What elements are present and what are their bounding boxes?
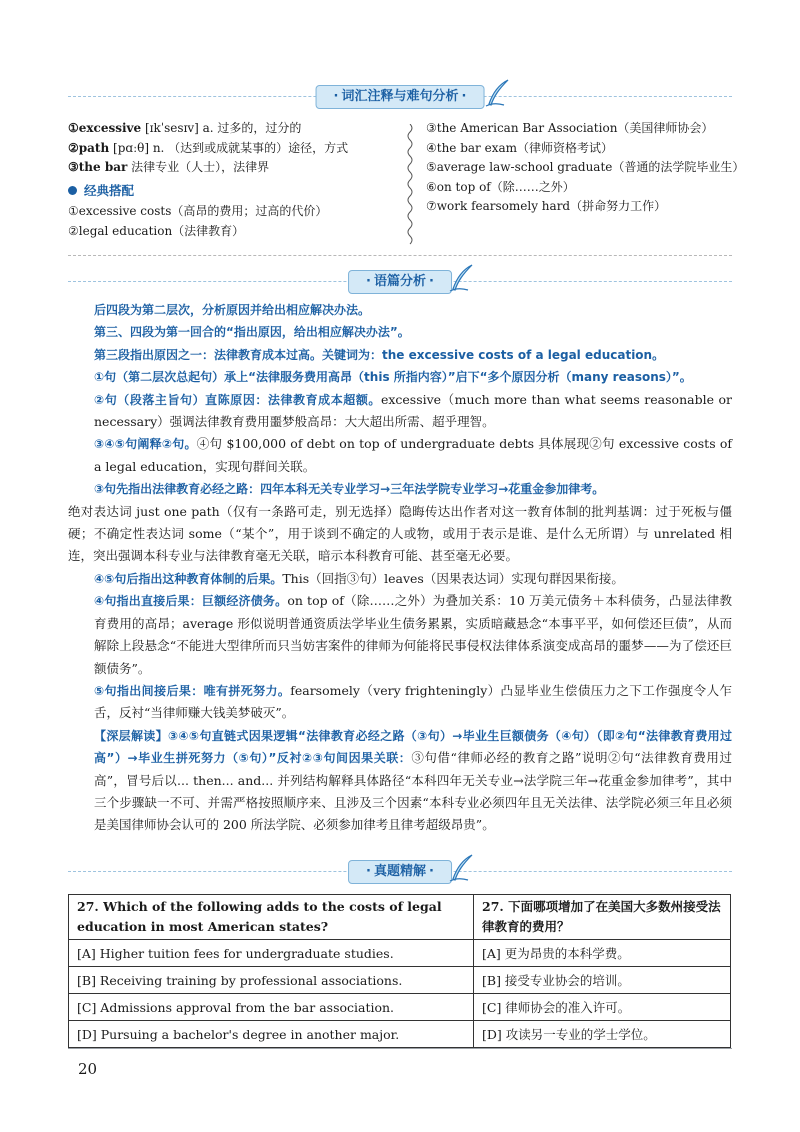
analysis-line: ③句先指出法律教育必经之路：四年本科无关专业学习→三年法学院专业学习→花重金参加律考。 — [94, 482, 605, 497]
analysis-text: on top of（除……之外）为叠加关系：10 万美元债务＋本科债务，凸显法律教育费用的高昂；average 形似说明普通资质法学毕业生债务累累，实质暗藏悬念“本事平平，如何偿还巨债”，从而解除上段悬念“不能进大型律所而只当妨害案件的律师为何能将民事侵权法律体系演变成高昂的噩梦——为了偿还巨额债务”。 — [94, 593, 732, 676]
quill-icon — [484, 78, 510, 108]
option-zh: [C] 律师协会的准入许可。 — [474, 994, 731, 1021]
analysis-line: ①句（第二层次总起句）承上“法律服务费用高昂（this 所指内容）”启下“多个原因分析（many reasons）”。 — [94, 370, 692, 385]
analysis-line: 第三段指出原因之一：法律教育成本过高。关键词为：the excessive costs of a legal education。 — [94, 347, 665, 362]
exam-banner — [0, 859, 800, 885]
discourse-banner — [0, 269, 800, 295]
quill-icon — [448, 263, 474, 293]
analysis-text: excessive（much more than what seems reasonable or necessary）强调法律教育费用噩梦般高昂：大大超出所需、超乎理智。 — [94, 391, 733, 430]
vocab-item: ①excessive [ɪkˈsesɪv] a. 过多的，过分的 — [68, 121, 302, 135]
question-table — [68, 894, 731, 1048]
discourse-banner-label: · 语篇分析 · — [348, 270, 452, 294]
analysis-heading: ④⑤句后指出这种教育体制的后果。 — [94, 571, 283, 586]
vocab-banner — [0, 84, 800, 110]
collocation-heading: 经典搭配 — [68, 181, 348, 201]
page-number: 20 — [78, 1060, 98, 1078]
quill-icon — [448, 853, 474, 883]
vocab-item: ④the bar exam（律师资格考试） — [426, 140, 614, 155]
analysis-text: ④句 $100,000 of debt on top of undergraduate debts 具体展现②句 excessive costs of a legal education，实现句群间关联。 — [94, 436, 732, 474]
vocab-item: ②path [pɑːθ] n. （达到或成就某事的）途径，方式 — [68, 140, 349, 155]
vocab-left-column — [68, 119, 348, 241]
vocab-banner-label: · 词汇注释与难句分析 · — [316, 85, 485, 109]
option-row — [69, 967, 731, 994]
question-zh: 27. 下面哪项增加了在美国大多数州接受法律教育的费用？ — [474, 895, 731, 940]
vocab-item: ⑦work fearsomely hard（拼命努力工作） — [426, 199, 667, 213]
option-en: [D] Pursuing a bachelor's degree in another major. — [69, 1021, 474, 1048]
vocab-item: ③the American Bar Association（美国律师协会） — [426, 121, 714, 135]
footer-rule — [68, 1048, 732, 1049]
option-zh: [D] 攻读另一专业的学士学位。 — [474, 1021, 731, 1048]
option-en: [B] Receiving training by professional associations. — [69, 967, 474, 994]
option-row — [69, 940, 731, 967]
spiral-divider-icon — [405, 124, 415, 246]
collocation-item: ①excessive costs（高昂的费用；过高的代价） — [68, 204, 328, 218]
exam-banner-label: · 真题精解 · — [348, 860, 452, 884]
option-zh: [A] 更为昂贵的本科学费。 — [474, 940, 731, 967]
vocab-item: ③the bar 法律专业（人士），法律界 — [68, 160, 270, 174]
question-row — [69, 895, 731, 940]
analysis-heading: ⑤句指出间接后果：唯有拼死努力。 — [94, 683, 291, 698]
option-zh: [B] 接受专业协会的培训。 — [474, 967, 731, 994]
vocab-item: ⑥on top of（除……之外） — [426, 179, 575, 194]
analysis-text: This（回指③句）leaves（因果表达词）实现句群因果衔接。 — [282, 570, 624, 586]
analysis-heading: ④句指出直接后果：巨额经济债务。 — [94, 594, 288, 609]
question-en: 27. Which of the following adds to the costs of legal education in most American states? — [69, 895, 474, 940]
analysis-line: 后四段为第二层次，分析原因并给出相应解决办法。 — [94, 303, 371, 317]
vocab-right-column — [426, 119, 744, 217]
discourse-analysis — [68, 299, 732, 837]
collocation-item: ②legal education（法律教育） — [68, 223, 245, 238]
option-en: [C] Admissions approval from the bar association. — [69, 994, 474, 1021]
vocab-item: ⑤average law-school graduate（普通的法学院毕业生） — [426, 160, 745, 174]
analysis-text: fearsomely（very frighteningly）凸显毕业生偿债压力之下工作强度令人乍舌，反衬“当律师赚大钱美梦破灭”。 — [94, 682, 732, 721]
analysis-heading: ②句（段落主旨句）直陈原因：法律教育成本超额。 — [94, 392, 381, 407]
bullet-icon — [68, 186, 77, 195]
option-row — [69, 994, 731, 1021]
option-row — [69, 1021, 731, 1048]
analysis-text: ③句借“律师必经的教育之路”说明②句“法律教育费用过高”，冒号后以... then... and... 并列结构解释具体路径“本科四年无关专业→法学院三年→花重金参加律考”，其中三个步骤缺一不可、并需严格按照顺序来、且涉及三个因素“本科专业必须四年且无关法律、法学院必须三年且必须是美国律师协会认可的 200 所法学院、必须参加律考且律考超级昂贵”。 — [94, 750, 732, 833]
analysis-line: 第三、四段为第一回合的“指出原因，给出相应解决办法”。 — [94, 325, 410, 340]
option-en: [A] Higher tuition fees for undergraduate studies. — [69, 940, 474, 967]
section-divider — [68, 255, 732, 256]
analysis-heading: ③④⑤句阐释②句。 — [94, 437, 197, 452]
deep-reading-heading: 【深层解读】③④⑤句直链式因果逻辑“法律教育必经之路（③句）→毕业生巨额债务（④句）（即②句“法律教育费用过高”）→毕业生拼死努力（⑤句）”反衬②③句间因果关联： — [94, 728, 732, 766]
analysis-text: 绝对表达词 just one path（仅有一条路可走，别无选择）隐晦传达出作者对这一教育体制的批判基调：过于死板与僵硬；不确定性表达词 some（“某个”，用于谈到不确定的人或物，或用于表示是谁、是什么无所谓）与 unrelated 相连，突出强调本科专业与法律教育毫无关联，暗示本科教育可能、甚至毫无必要。 — [68, 503, 732, 564]
